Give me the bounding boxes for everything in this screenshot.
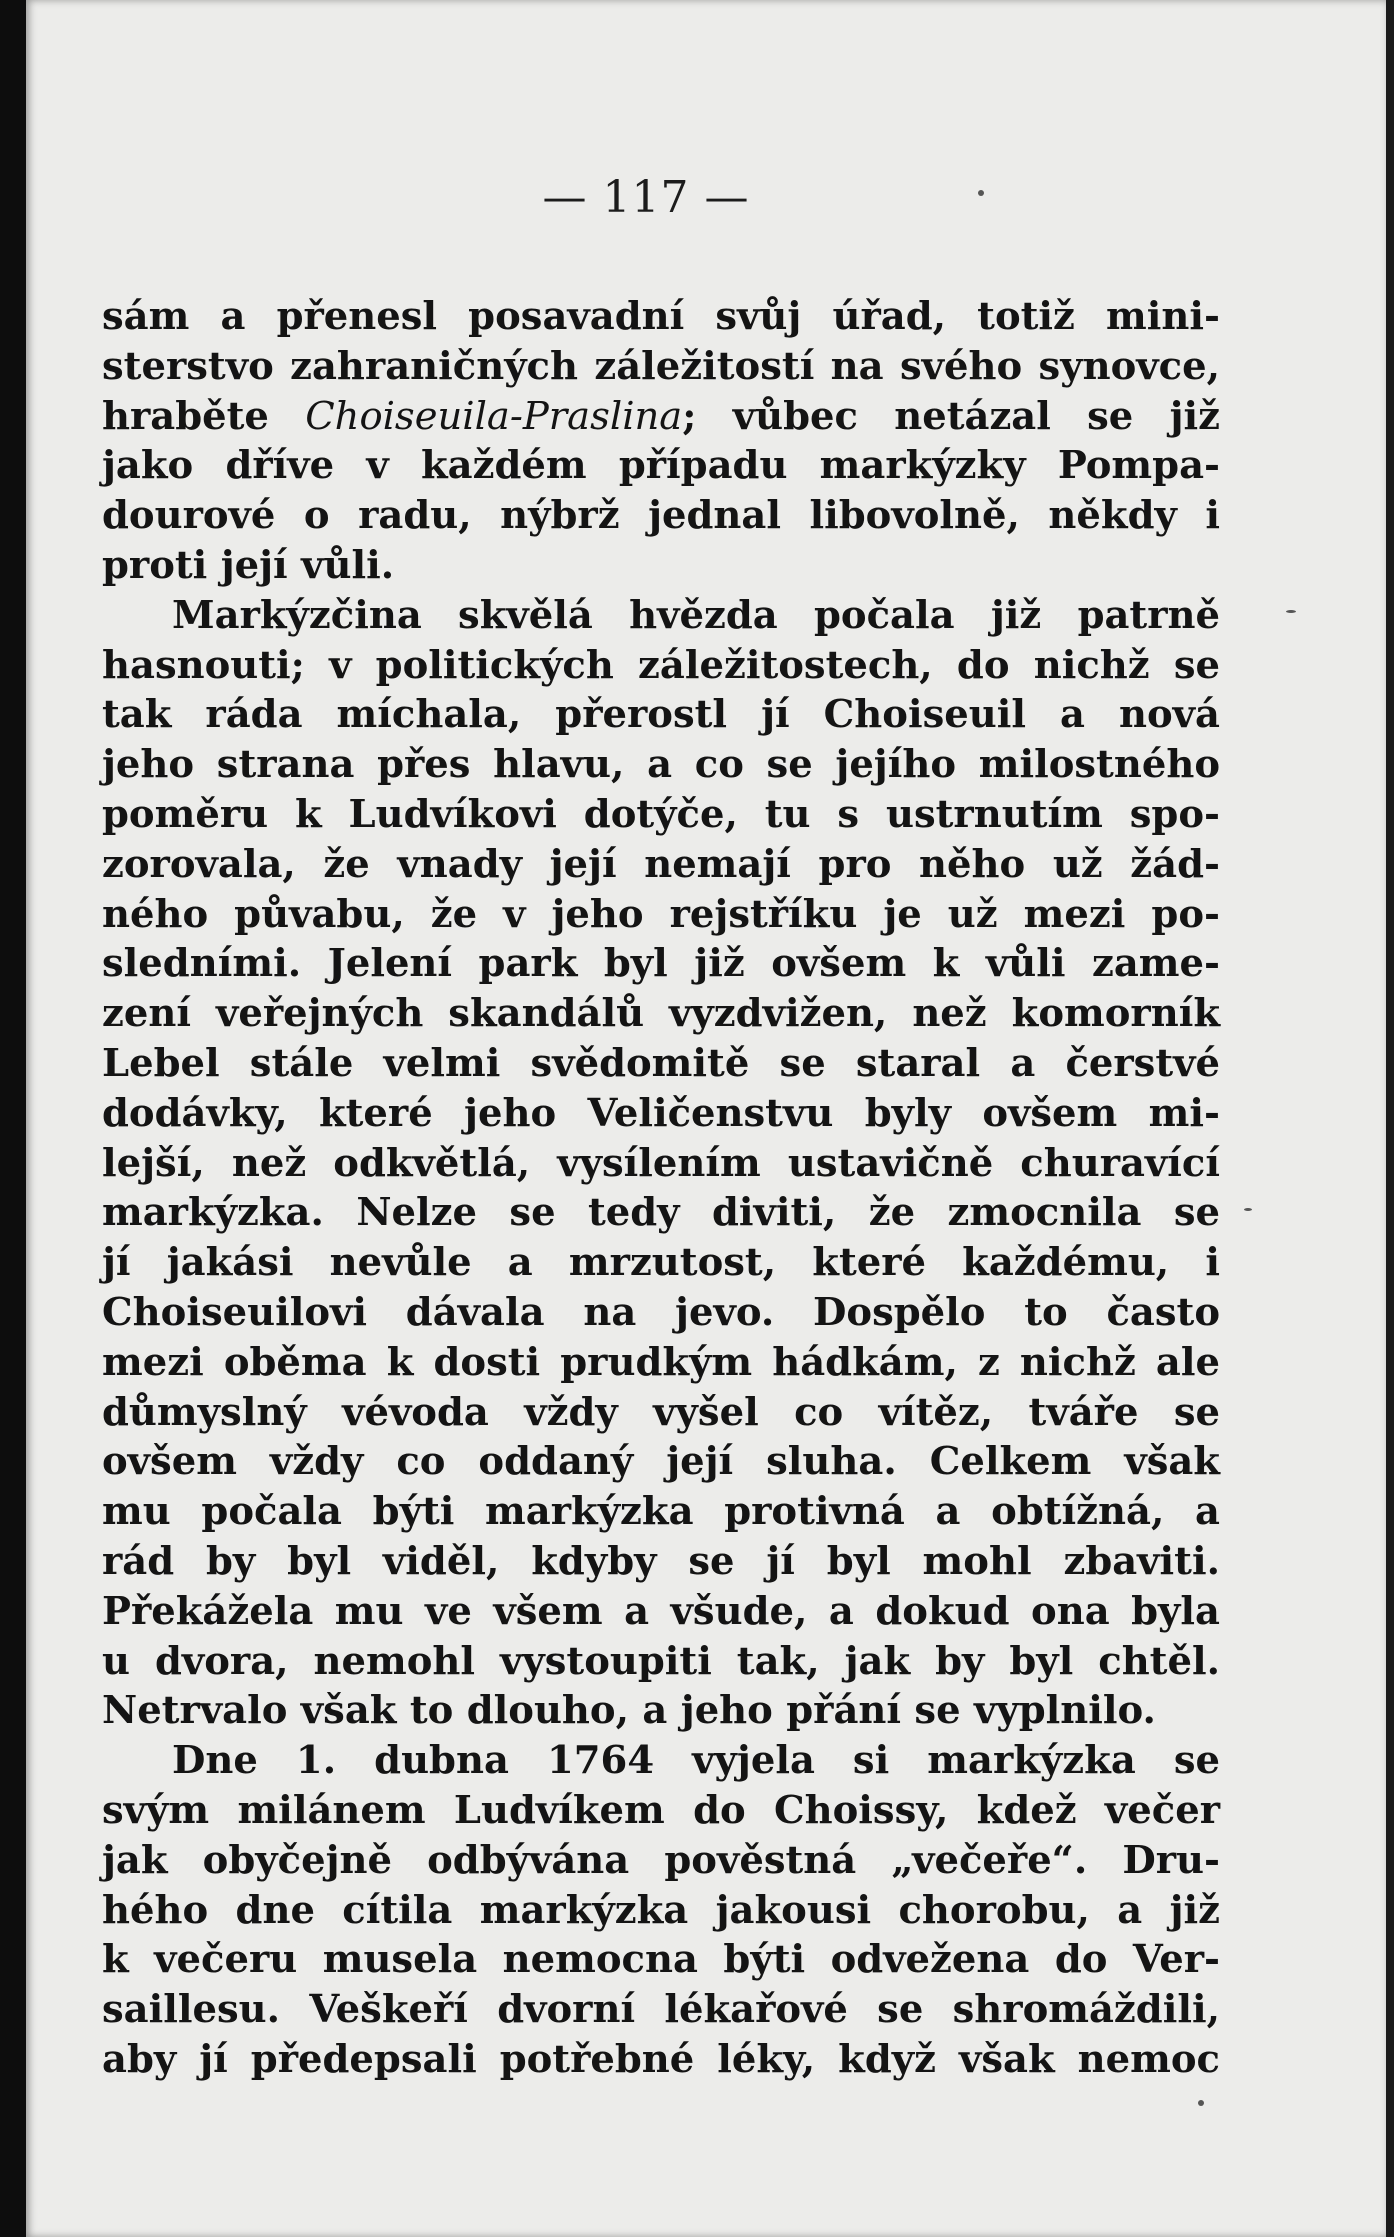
text-line: ného půvabu, že v jeho rejstříku je už mezi po-	[102, 891, 1220, 937]
print-speck	[1244, 1208, 1252, 1211]
text-line: saillesu. Veškeří dvorní lékařové se shromáždili,	[102, 1987, 1220, 2033]
text-line: proti její vůli.	[102, 542, 395, 588]
text-line: jak obyčejně odbývána pověstná „večeře“. Dru-	[102, 1837, 1220, 1883]
text-line: jí jakási nevůle a mrzutost, které každému, i	[102, 1240, 1220, 1286]
text-line: Choiseuilovi dávala na jevo. Dospělo to často	[102, 1289, 1220, 1335]
text-line: tak ráda míchala, přerostl jí Choiseuil a nová	[102, 692, 1220, 738]
text-line: poměru k Ludvíkovi dotýče, tu s ustrnutím spo-	[102, 791, 1220, 837]
print-speck	[1286, 610, 1296, 613]
text-line	[102, 392, 1220, 442]
text-line: Netrvalo však to dlouho, a jeho přání se vyplnilo.	[102, 1688, 1156, 1734]
page-number: — 117 —	[542, 172, 750, 223]
text-line: Lebel stále velmi svědomitě se staral a čerstvé	[102, 1040, 1220, 1086]
text-line: hého dne cítila markýzka jakousi chorobu, a již	[102, 1887, 1220, 1933]
text-line: markýzka. Nelze se tedy diviti, že zmocnila se	[102, 1190, 1220, 1236]
text-line: dodávky, které jeho Veličenstvu byly ovšem mi-	[102, 1090, 1220, 1136]
text-line: rád by byl viděl, kdyby se jí byl mohl zbaviti.	[102, 1538, 1220, 1584]
text-line: jeho strana přes hlavu, a co se jejího milostného	[102, 742, 1220, 788]
text-line: dourové o radu, nýbrž jednal libovolně, někdy i	[102, 493, 1220, 539]
text-line: Markýzčina skvělá hvězda počala již patrně	[172, 592, 1220, 638]
text-line: ovšem vždy co oddaný její sluha. Celkem však	[102, 1439, 1220, 1485]
scan-left-edge	[0, 0, 26, 2237]
text-line: důmyslný vévoda vždy vyšel co vítěz, tváře se	[102, 1389, 1220, 1435]
text-fragment: hraběte	[102, 393, 269, 439]
text-line: zorovala, že vnady její nemají pro něho už žád-	[102, 841, 1220, 887]
text-line: sám a přenesl posavadní svůj úřad, totiž mini-	[102, 294, 1220, 339]
italic-name: Choiseuila-Praslina	[305, 393, 683, 439]
text-line: u dvora, nemohl vystoupiti tak, jak by byl chtěl.	[102, 1638, 1220, 1684]
text-line: aby jí předepsali potřebné léky, když však nemoc	[102, 2036, 1220, 2082]
text-line: sterstvo zahraničných záležitostí na svého synovce,	[102, 343, 1220, 389]
text-line: mezi oběma k dosti prudkým hádkám, z nichž ale	[102, 1339, 1220, 1385]
text-line: sledními. Jelení park byl již ovšem k vůli zame-	[102, 941, 1220, 987]
print-speck	[978, 190, 984, 196]
text-line: mu počala býti markýzka protivná a obtížná, a	[102, 1489, 1220, 1535]
body-text	[102, 292, 1220, 2085]
text-line: svým milánem Ludvíkem do Choissy, kdež večer	[102, 1787, 1220, 1833]
text-line: lejší, než odkvětlá, vysílením ustavičně churavící	[102, 1140, 1220, 1186]
text-line: Překážela mu ve všem a všude, a dokud ona byla	[102, 1588, 1220, 1634]
text-line: Dne 1. dubna 1764 vyjela si markýzka se	[172, 1738, 1220, 1784]
text-line: k večeru musela nemocna býti odvežena do Ver-	[102, 1937, 1220, 1983]
text-line: jako dříve v každém případu markýzky Pompa-	[102, 443, 1220, 489]
print-speck	[1198, 2100, 1204, 2106]
text-line: hasnouti; v politických záležitostech, do nichž se	[102, 642, 1220, 688]
text-line: zení veřejných skandálů vyzdvižen, než komorník	[102, 991, 1220, 1037]
text-fragment: ; vůbec netázal se již	[682, 393, 1220, 439]
book-page	[26, 0, 1386, 2237]
